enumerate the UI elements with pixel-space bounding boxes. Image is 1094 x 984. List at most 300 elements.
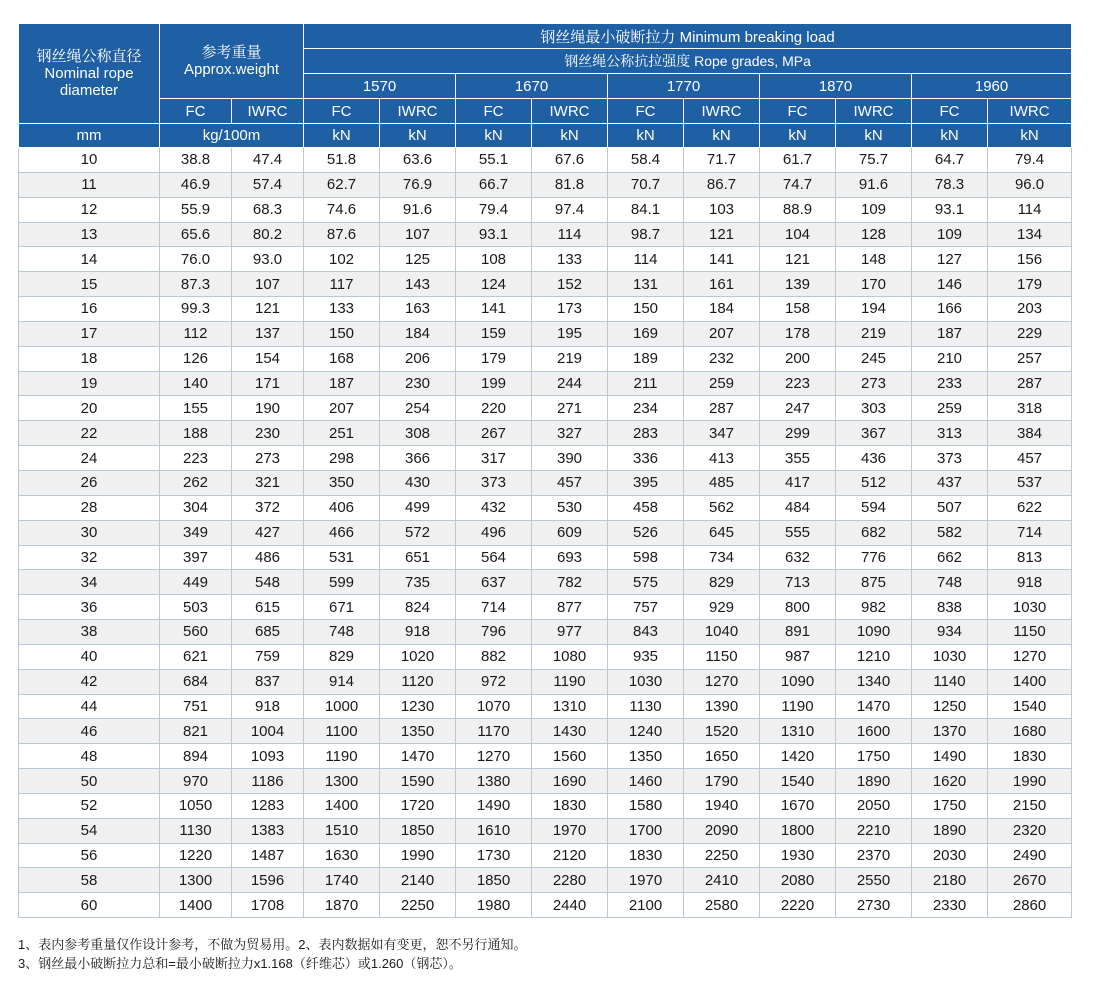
value-cell: 178 xyxy=(760,321,836,346)
diameter-cell: 58 xyxy=(19,868,160,893)
value-cell: 693 xyxy=(532,545,608,570)
value-cell: 1430 xyxy=(532,719,608,744)
value-cell: 1470 xyxy=(836,694,912,719)
diameter-cell: 13 xyxy=(19,222,160,247)
value-cell: 74.7 xyxy=(760,172,836,197)
unit-kn: kN xyxy=(380,124,456,148)
value-cell: 61.7 xyxy=(760,148,836,173)
value-cell: 303 xyxy=(836,396,912,421)
table-row xyxy=(19,272,1072,297)
value-cell: 1630 xyxy=(304,843,380,868)
value-cell: 125 xyxy=(380,247,456,272)
grade-1870: 1870 xyxy=(760,74,912,99)
value-cell: 74.6 xyxy=(304,197,380,222)
value-cell: 1850 xyxy=(380,818,456,843)
diameter-cell: 28 xyxy=(19,495,160,520)
diameter-cell: 38 xyxy=(19,620,160,645)
value-cell: 55.1 xyxy=(456,148,532,173)
diameter-cell: 48 xyxy=(19,744,160,769)
value-cell: 526 xyxy=(608,520,684,545)
value-cell: 684 xyxy=(160,669,232,694)
value-cell: 189 xyxy=(608,346,684,371)
value-cell: 126 xyxy=(160,346,232,371)
value-cell: 2180 xyxy=(912,868,988,893)
weight-iwrc-header: IWRC xyxy=(232,99,304,124)
value-cell: 336 xyxy=(608,446,684,471)
value-cell: 1000 xyxy=(304,694,380,719)
value-cell: 254 xyxy=(380,396,456,421)
value-cell: 304 xyxy=(160,495,232,520)
table-row xyxy=(19,669,1072,694)
table-row xyxy=(19,396,1072,421)
value-cell: 67.6 xyxy=(532,148,608,173)
diameter-header-cn: 钢丝绳公称直径 xyxy=(36,48,142,65)
value-cell: 207 xyxy=(684,321,760,346)
iwrc-1870-header: IWRC xyxy=(836,99,912,124)
unit-kn: kN xyxy=(912,124,988,148)
value-cell: 318 xyxy=(988,396,1072,421)
value-cell: 107 xyxy=(232,272,304,297)
value-cell: 81.8 xyxy=(532,172,608,197)
grade-1570: 1570 xyxy=(304,74,456,99)
value-cell: 891 xyxy=(760,620,836,645)
value-cell: 207 xyxy=(304,396,380,421)
value-cell: 987 xyxy=(760,644,836,669)
value-cell: 2140 xyxy=(380,868,456,893)
value-cell: 918 xyxy=(380,620,456,645)
value-cell: 1380 xyxy=(456,769,532,794)
value-cell: 735 xyxy=(380,570,456,595)
value-cell: 1470 xyxy=(380,744,456,769)
value-cell: 1520 xyxy=(684,719,760,744)
value-cell: 287 xyxy=(684,396,760,421)
value-cell: 1890 xyxy=(836,769,912,794)
value-cell: 457 xyxy=(532,470,608,495)
grade-1670: 1670 xyxy=(456,74,608,99)
value-cell: 1400 xyxy=(160,893,232,918)
value-cell: 1120 xyxy=(380,669,456,694)
value-cell: 1600 xyxy=(836,719,912,744)
spec-table-container xyxy=(18,23,1071,918)
value-cell: 1420 xyxy=(760,744,836,769)
value-cell: 179 xyxy=(456,346,532,371)
unit-kn: kN xyxy=(456,124,532,148)
value-cell: 1650 xyxy=(684,744,760,769)
value-cell: 934 xyxy=(912,620,988,645)
value-cell: 313 xyxy=(912,421,988,446)
value-cell: 169 xyxy=(608,321,684,346)
value-cell: 150 xyxy=(608,297,684,322)
value-cell: 1310 xyxy=(532,694,608,719)
value-cell: 150 xyxy=(304,321,380,346)
value-cell: 108 xyxy=(456,247,532,272)
value-cell: 121 xyxy=(684,222,760,247)
value-cell: 91.6 xyxy=(380,197,456,222)
value-cell: 972 xyxy=(456,669,532,694)
value-cell: 2580 xyxy=(684,893,760,918)
value-cell: 299 xyxy=(760,421,836,446)
value-cell: 622 xyxy=(988,495,1072,520)
value-cell: 38.8 xyxy=(160,148,232,173)
value-cell: 714 xyxy=(988,520,1072,545)
value-cell: 62.7 xyxy=(304,172,380,197)
value-cell: 1270 xyxy=(988,644,1072,669)
value-cell: 1930 xyxy=(760,843,836,868)
value-cell: 1700 xyxy=(608,818,684,843)
weight-header xyxy=(160,24,304,99)
value-cell: 384 xyxy=(988,421,1072,446)
value-cell: 682 xyxy=(836,520,912,545)
value-cell: 65.6 xyxy=(160,222,232,247)
value-cell: 199 xyxy=(456,371,532,396)
value-cell: 2410 xyxy=(684,868,760,893)
value-cell: 800 xyxy=(760,595,836,620)
value-cell: 1708 xyxy=(232,893,304,918)
value-cell: 530 xyxy=(532,495,608,520)
value-cell: 837 xyxy=(232,669,304,694)
value-cell: 68.3 xyxy=(232,197,304,222)
value-cell: 64.7 xyxy=(912,148,988,173)
value-cell: 572 xyxy=(380,520,456,545)
value-cell: 200 xyxy=(760,346,836,371)
value-cell: 894 xyxy=(160,744,232,769)
value-cell: 427 xyxy=(232,520,304,545)
value-cell: 141 xyxy=(684,247,760,272)
value-cell: 406 xyxy=(304,495,380,520)
value-cell: 273 xyxy=(836,371,912,396)
value-cell: 560 xyxy=(160,620,232,645)
value-cell: 1150 xyxy=(684,644,760,669)
diameter-cell: 32 xyxy=(19,545,160,570)
table-row xyxy=(19,769,1072,794)
value-cell: 146 xyxy=(912,272,988,297)
value-cell: 430 xyxy=(380,470,456,495)
value-cell: 233 xyxy=(912,371,988,396)
value-cell: 1130 xyxy=(608,694,684,719)
value-cell: 156 xyxy=(988,247,1072,272)
value-cell: 432 xyxy=(456,495,532,520)
value-cell: 1300 xyxy=(304,769,380,794)
value-cell: 824 xyxy=(380,595,456,620)
value-cell: 970 xyxy=(160,769,232,794)
value-cell: 2030 xyxy=(912,843,988,868)
value-cell: 259 xyxy=(912,396,988,421)
value-cell: 184 xyxy=(380,321,456,346)
value-cell: 776 xyxy=(836,545,912,570)
weight-fc-header: FC xyxy=(160,99,232,124)
table-row xyxy=(19,893,1072,918)
value-cell: 143 xyxy=(380,272,456,297)
table-row xyxy=(19,545,1072,570)
value-cell: 1270 xyxy=(684,669,760,694)
table-row xyxy=(19,371,1072,396)
value-cell: 734 xyxy=(684,545,760,570)
value-cell: 244 xyxy=(532,371,608,396)
value-cell: 821 xyxy=(160,719,232,744)
value-cell: 271 xyxy=(532,396,608,421)
table-body xyxy=(19,148,1072,918)
value-cell: 594 xyxy=(836,495,912,520)
value-cell: 158 xyxy=(760,297,836,322)
value-cell: 782 xyxy=(532,570,608,595)
value-cell: 350 xyxy=(304,470,380,495)
value-cell: 87.6 xyxy=(304,222,380,247)
iwrc-1670-header: IWRC xyxy=(532,99,608,124)
diameter-cell: 10 xyxy=(19,148,160,173)
value-cell: 1830 xyxy=(532,793,608,818)
value-cell: 486 xyxy=(232,545,304,570)
value-cell: 1990 xyxy=(380,843,456,868)
value-cell: 2370 xyxy=(836,843,912,868)
value-cell: 1190 xyxy=(760,694,836,719)
value-cell: 173 xyxy=(532,297,608,322)
value-cell: 537 xyxy=(988,470,1072,495)
value-cell: 2250 xyxy=(684,843,760,868)
grade-1960: 1960 xyxy=(912,74,1072,99)
value-cell: 133 xyxy=(304,297,380,322)
value-cell: 247 xyxy=(760,396,836,421)
value-cell: 751 xyxy=(160,694,232,719)
value-cell: 575 xyxy=(608,570,684,595)
value-cell: 1004 xyxy=(232,719,304,744)
table-row xyxy=(19,470,1072,495)
value-cell: 187 xyxy=(912,321,988,346)
diameter-cell: 12 xyxy=(19,197,160,222)
value-cell: 843 xyxy=(608,620,684,645)
value-cell: 2150 xyxy=(988,793,1072,818)
value-cell: 93.0 xyxy=(232,247,304,272)
value-cell: 2860 xyxy=(988,893,1072,918)
value-cell: 1030 xyxy=(988,595,1072,620)
value-cell: 918 xyxy=(988,570,1072,595)
value-cell: 78.3 xyxy=(912,172,988,197)
mbl-header: 钢丝绳最小破断拉力 Minimum breaking load xyxy=(304,24,1072,49)
value-cell: 184 xyxy=(684,297,760,322)
value-cell: 1890 xyxy=(912,818,988,843)
table-row xyxy=(19,818,1072,843)
value-cell: 187 xyxy=(304,371,380,396)
unit-kn: kN xyxy=(304,124,380,148)
value-cell: 171 xyxy=(232,371,304,396)
value-cell: 273 xyxy=(232,446,304,471)
table-row xyxy=(19,868,1072,893)
value-cell: 112 xyxy=(160,321,232,346)
value-cell: 748 xyxy=(912,570,988,595)
wire-rope-spec-table xyxy=(18,23,1072,918)
fc-1670-header: FC xyxy=(456,99,532,124)
table-row xyxy=(19,197,1072,222)
table-row xyxy=(19,446,1072,471)
value-cell: 813 xyxy=(988,545,1072,570)
unit-kn: kN xyxy=(988,124,1072,148)
diameter-cell: 11 xyxy=(19,172,160,197)
value-cell: 757 xyxy=(608,595,684,620)
value-cell: 140 xyxy=(160,371,232,396)
value-cell: 114 xyxy=(532,222,608,247)
value-cell: 1140 xyxy=(912,669,988,694)
value-cell: 1250 xyxy=(912,694,988,719)
value-cell: 1990 xyxy=(988,769,1072,794)
value-cell: 935 xyxy=(608,644,684,669)
value-cell: 80.2 xyxy=(232,222,304,247)
value-cell: 159 xyxy=(456,321,532,346)
value-cell: 232 xyxy=(684,346,760,371)
diameter-cell: 20 xyxy=(19,396,160,421)
value-cell: 107 xyxy=(380,222,456,247)
value-cell: 914 xyxy=(304,669,380,694)
value-cell: 1350 xyxy=(380,719,456,744)
value-cell: 1800 xyxy=(760,818,836,843)
value-cell: 2210 xyxy=(836,818,912,843)
fc-1570-header: FC xyxy=(304,99,380,124)
value-cell: 102 xyxy=(304,247,380,272)
value-cell: 449 xyxy=(160,570,232,595)
value-cell: 366 xyxy=(380,446,456,471)
fc-1770-header: FC xyxy=(608,99,684,124)
footnote-line-1: 1、表内参考重量仅作设计参考，不做为贸易用。2、表内数据如有变更，恕不另行通知。 xyxy=(18,937,527,952)
diameter-header-en-1: Nominal rope xyxy=(44,65,134,82)
value-cell: 882 xyxy=(456,644,532,669)
diameter-cell: 42 xyxy=(19,669,160,694)
value-cell: 1050 xyxy=(160,793,232,818)
table-row xyxy=(19,620,1072,645)
diameter-cell: 15 xyxy=(19,272,160,297)
value-cell: 1680 xyxy=(988,719,1072,744)
value-cell: 877 xyxy=(532,595,608,620)
value-cell: 47.4 xyxy=(232,148,304,173)
value-cell: 1720 xyxy=(380,793,456,818)
value-cell: 262 xyxy=(160,470,232,495)
value-cell: 390 xyxy=(532,446,608,471)
value-cell: 1460 xyxy=(608,769,684,794)
value-cell: 287 xyxy=(988,371,1072,396)
value-cell: 76.9 xyxy=(380,172,456,197)
value-cell: 155 xyxy=(160,396,232,421)
value-cell: 2330 xyxy=(912,893,988,918)
value-cell: 373 xyxy=(912,446,988,471)
diameter-cell: 22 xyxy=(19,421,160,446)
value-cell: 308 xyxy=(380,421,456,446)
value-cell: 1220 xyxy=(160,843,232,868)
value-cell: 466 xyxy=(304,520,380,545)
value-cell: 86.7 xyxy=(684,172,760,197)
value-cell: 321 xyxy=(232,470,304,495)
value-cell: 1490 xyxy=(912,744,988,769)
table-row xyxy=(19,843,1072,868)
value-cell: 267 xyxy=(456,421,532,446)
value-cell: 1370 xyxy=(912,719,988,744)
value-cell: 127 xyxy=(912,247,988,272)
value-cell: 152 xyxy=(532,272,608,297)
unit-kn: kN xyxy=(608,124,684,148)
value-cell: 46.9 xyxy=(160,172,232,197)
value-cell: 203 xyxy=(988,297,1072,322)
table-row xyxy=(19,744,1072,769)
table-row xyxy=(19,495,1072,520)
value-cell: 1030 xyxy=(912,644,988,669)
value-cell: 367 xyxy=(836,421,912,446)
value-cell: 219 xyxy=(532,346,608,371)
value-cell: 458 xyxy=(608,495,684,520)
table-row xyxy=(19,719,1072,744)
value-cell: 1020 xyxy=(380,644,456,669)
unit-mm: mm xyxy=(19,124,160,148)
value-cell: 507 xyxy=(912,495,988,520)
value-cell: 128 xyxy=(836,222,912,247)
value-cell: 1830 xyxy=(988,744,1072,769)
value-cell: 283 xyxy=(608,421,684,446)
value-cell: 1610 xyxy=(456,818,532,843)
value-cell: 1750 xyxy=(912,793,988,818)
value-cell: 713 xyxy=(760,570,836,595)
value-cell: 194 xyxy=(836,297,912,322)
value-cell: 179 xyxy=(988,272,1072,297)
value-cell: 457 xyxy=(988,446,1072,471)
value-cell: 349 xyxy=(160,520,232,545)
value-cell: 372 xyxy=(232,495,304,520)
diameter-cell: 46 xyxy=(19,719,160,744)
diameter-cell: 30 xyxy=(19,520,160,545)
value-cell: 190 xyxy=(232,396,304,421)
value-cell: 259 xyxy=(684,371,760,396)
value-cell: 347 xyxy=(684,421,760,446)
value-cell: 230 xyxy=(380,371,456,396)
value-cell: 1540 xyxy=(988,694,1072,719)
value-cell: 170 xyxy=(836,272,912,297)
value-cell: 2050 xyxy=(836,793,912,818)
value-cell: 70.7 xyxy=(608,172,684,197)
value-cell: 195 xyxy=(532,321,608,346)
value-cell: 436 xyxy=(836,446,912,471)
value-cell: 114 xyxy=(988,197,1072,222)
footnotes xyxy=(18,935,526,973)
table-row xyxy=(19,421,1072,446)
diameter-cell: 19 xyxy=(19,371,160,396)
diameter-cell: 17 xyxy=(19,321,160,346)
value-cell: 117 xyxy=(304,272,380,297)
value-cell: 211 xyxy=(608,371,684,396)
value-cell: 977 xyxy=(532,620,608,645)
value-cell: 66.7 xyxy=(456,172,532,197)
value-cell: 161 xyxy=(684,272,760,297)
value-cell: 58.4 xyxy=(608,148,684,173)
value-cell: 230 xyxy=(232,421,304,446)
value-cell: 918 xyxy=(232,694,304,719)
value-cell: 499 xyxy=(380,495,456,520)
unit-kn: kN xyxy=(684,124,760,148)
value-cell: 1400 xyxy=(988,669,1072,694)
value-cell: 96.0 xyxy=(988,172,1072,197)
value-cell: 79.4 xyxy=(456,197,532,222)
value-cell: 2320 xyxy=(988,818,1072,843)
value-cell: 1510 xyxy=(304,818,380,843)
value-cell: 1270 xyxy=(456,744,532,769)
value-cell: 1210 xyxy=(836,644,912,669)
unit-kn: kN xyxy=(760,124,836,148)
value-cell: 75.7 xyxy=(836,148,912,173)
value-cell: 93.1 xyxy=(912,197,988,222)
table-row xyxy=(19,346,1072,371)
value-cell: 97.4 xyxy=(532,197,608,222)
value-cell: 87.3 xyxy=(160,272,232,297)
value-cell: 91.6 xyxy=(836,172,912,197)
value-cell: 1870 xyxy=(304,893,380,918)
table-row xyxy=(19,694,1072,719)
value-cell: 1490 xyxy=(456,793,532,818)
diameter-cell: 16 xyxy=(19,297,160,322)
diameter-cell: 36 xyxy=(19,595,160,620)
value-cell: 2490 xyxy=(988,843,1072,868)
